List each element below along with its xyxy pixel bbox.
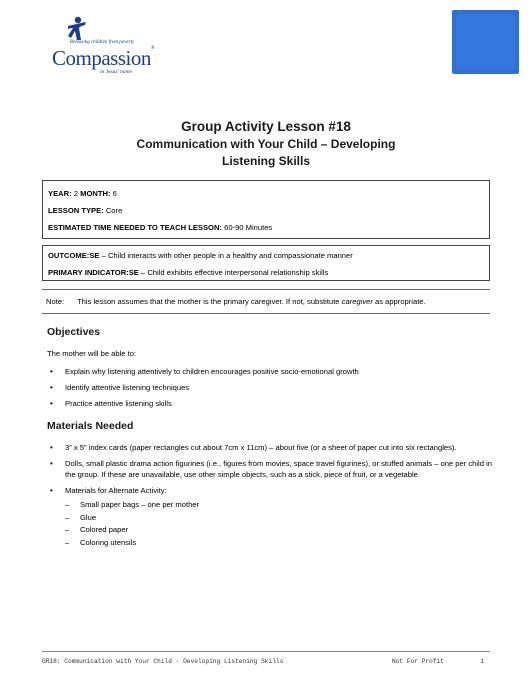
- list-item: • Dolls, small plastic drama action figurines (i.e., figures from movies, space travel figurines), or stuffed animals – one per child in the group. If these are unavailable, use other simple objects, such as a stick, piece of fruit, or a vegetable.: [50, 459, 492, 479]
- objectives-heading: Objectives: [47, 326, 101, 338]
- logo-subtitle: in Jesus' name: [100, 69, 133, 75]
- caregiver-note: Note: This lesson assumes that the mother is the primary caregiver. If not, substitute caregiver as appropriate.: [42, 289, 490, 314]
- objectives-intro: The mother will be able to:: [47, 349, 137, 358]
- logo-wordmark: Compassion®: [52, 46, 155, 70]
- footer-not-for-profit: Not For Profit: [392, 658, 444, 665]
- list-item: – Coloring utensils: [65, 537, 137, 547]
- logo-tagline: Releasing children from poverty: [70, 40, 135, 45]
- footer-title: GR18: Communication with Your Child - Developing Listening Skills: [42, 658, 284, 665]
- compassion-logo: [52, 14, 164, 74]
- lesson-title: [0, 118, 532, 170]
- title-line-3: Listening Skills: [221, 154, 311, 168]
- primary-indicator-line: PRIMARY INDICATOR:SE – Child exhibits effective interpersonal relationship skills: [48, 268, 329, 277]
- title-line-2: Communication with Your Child – Developing: [136, 137, 396, 151]
- alternate-materials-list: [65, 499, 492, 548]
- list-item: – Glue: [65, 512, 97, 522]
- list-item: • Explain why listening attentively to children encourages positive socio-emotional growth: [50, 367, 359, 376]
- estimated-time-line: ESTIMATED TIME NEEDED TO TEACH LESSON: 60-90 Minutes: [48, 223, 273, 232]
- list-item: • Practice attentive listening skills: [50, 399, 172, 408]
- outcome-line: OUTCOME:SE – Child interacts with other people in a healthy and compassionate manner: [48, 251, 353, 260]
- list-item: • Materials for Alternate Activity: – Small paper bags – one per mother – Glue – Colored paper – Coloring utensils: [47, 485, 492, 548]
- list-item: • Identify attentive listening techniques: [50, 383, 190, 392]
- lesson-type-line: LESSON TYPE: Core: [48, 206, 123, 215]
- note-label: Note:: [46, 297, 65, 306]
- page-number: 1: [480, 658, 484, 665]
- page-footer: [42, 651, 490, 665]
- year-month-line: YEAR: 2 MONTH: 6: [48, 189, 117, 198]
- list-item: • 3” x 5” index cards (paper rectangles cut about 7cm x 11cm) – about five (or a sheet of paper cut into six rectangles).: [50, 443, 457, 452]
- list-item: – Colored paper: [65, 525, 129, 534]
- blue-square-decoration: [452, 10, 519, 74]
- materials-list: [47, 442, 492, 553]
- materials-heading: Materials Needed: [47, 420, 134, 432]
- outcome-box: [42, 245, 490, 281]
- objectives-list: [47, 366, 492, 414]
- child-figure-icon: [66, 16, 88, 42]
- title-line-1: Group Activity Lesson #18: [181, 119, 351, 134]
- lesson-info-box: [42, 180, 490, 239]
- list-item: – Small paper bags – one per mother: [65, 500, 200, 509]
